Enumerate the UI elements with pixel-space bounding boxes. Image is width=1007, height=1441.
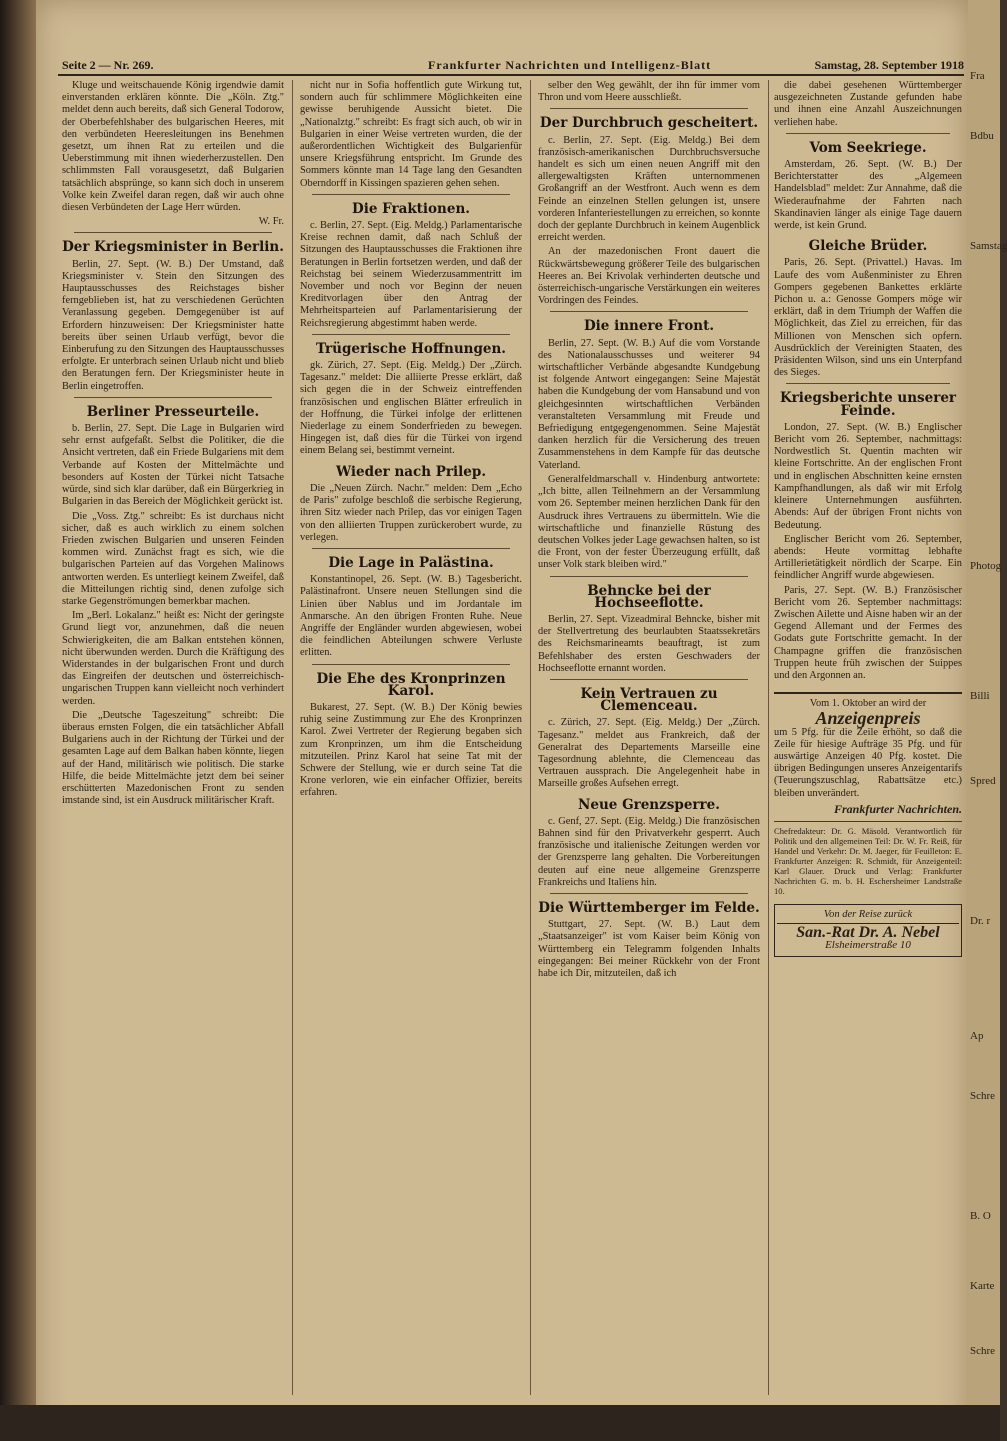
headline-durchbruch: Der Durchbruch gescheitert. xyxy=(539,115,759,132)
edge-fragment: Bdbu xyxy=(970,130,994,142)
headline-kriegsminister: Der Kriegsminister in Berlin. xyxy=(62,239,284,256)
headline-fraktionen: Die Fraktionen. xyxy=(352,200,470,217)
article-text: Generalfeldmarschall v. Hindenburg antwortete: „Ich bitte, allen Teilnehmern an der Versammlung vom 26. September meinen herzlichen Dank für den Ausdruck ihres Vertrauens zu übermitteln. Wie die wirtschaftliche und finanzielle Rüstung des deutschen Volkes jeder Lage gewachsen halten, so ist die Front, von der fester Überzeugung erfüllt, daß unser Volk stark bleiben wird." xyxy=(538,473,760,571)
headline-hoffnungen: Trügerische Hoffnungen. xyxy=(315,340,506,357)
headline-brueder: Gleiche Brüder. xyxy=(808,238,928,255)
doctor-advert xyxy=(774,904,962,957)
edge-fragment: Schre xyxy=(970,1090,996,1102)
article-text: Paris, 27. Sept. (W. B.) Französischer Bericht vom 26. September nachmittags: Zwischen Ailette und Aisne haben wir an der Gegend Allemant und der Fermes des Godats gute Fortschritte gemacht. In der Champagne griffen die französischen Truppen heute früh zwischen der Suippes und den Argonnen an. xyxy=(774,584,962,681)
adjacent-page-edge xyxy=(968,0,1007,1441)
edge-fragment: Dr. r xyxy=(970,915,991,927)
article-text: c. Genf, 27. Sept. (Eig. Meldg.) Die französischen Bahnen sind für den Privatverkehr gesperrt. Auch französische und italienische Zeitungen werden vor der Grenzsperre lang gehalten. Die Vorbereitungen deuten auf eine neue allgemeine Grenzsperre Frankreichs und Italiens hin. xyxy=(538,815,760,888)
edge-fragment: B. O xyxy=(970,1210,991,1222)
article-text: London, 27. Sept. (W. B.) Englischer Bericht vom 26. September, nachmittags: Nordwestlich St. Quentin machten wir kleine Fortschritte. An der englischen Front und in englischen Abschnitten keine ernsten Kampfhandlungen, als daß wir mit Erfolg kleinere Unternehmungen ausführten. Abends: Auf der übrigen Front nichts von Bedeutung. xyxy=(774,421,962,531)
notice-text: um 5 Pfg. für die Zeile erhöht, so daß die Zeile für hiesige Aufträge 35 Pfg. und für auswärtige Anzeigen 40 Pfg. kostet. Die übrigen Bedingungen unseres Anzeigentarifs (Teuerungszuschlag, Rabattsätze etc.) bleiben unverändert. xyxy=(774,726,962,799)
article-text: Konstantinopel, 26. Sept. (W. B.) Tagesbericht. Palästinafront. Unsere neuen Stellungen sind die Linien über Nablus und im Jordantale im Anmarsche. An den übrigen Fronten Ruhe. Neue Angriffe der Engländer wurden abgewiesen, wobei die feindlichen Abteilungen schwere Verluste erlitten. xyxy=(300,574,522,659)
headline-clemenceau: Kein Vertrauen zu Clemenceau. xyxy=(580,685,718,715)
headline-wuerttemberger: Die Württemberger im Felde. xyxy=(538,899,760,916)
notice-signature: Frankfurter Nachrichten. xyxy=(833,801,962,816)
article-text: An der mazedonischen Front dauert die Rückwärtsbewegung größerer Teile des bulgarischen Heeres an. Bei Krivolak verhinderten deutsche und österreichisch-ungarische Verstärkungen ein weiteres Vordringen des Feindes. xyxy=(538,246,760,307)
article-text: Berlin, 27. Sept. Vizeadmiral Behncke, bisher mit der Stellvertretung des beurlaubten Staatssekretärs des Reichsmarineamts beauftragt, ist zum Befehlshaber des ersten Geschwaders der Hochseeflotte ernannt worden. xyxy=(538,613,760,674)
article-text: c. Berlin, 27. Sept. (Eig. Meldg.) Bei dem französisch-amerikanischen Durchbruchsversuche handelt es sich um einen neuen Angriff mit den allergewaltigsten Kräften unternommenen Großangriff an der Westfront. Auch wenn es dem Feinde an einzelnen Stellen gelungen ist, unsere vorderen Infanteriestellungen zu erreichen, so konnte doch der geplante Durchbruch in keinem Augenblick erreicht werden. xyxy=(538,134,760,244)
edge-fragment: Karte xyxy=(970,1280,995,1292)
divider xyxy=(312,334,510,335)
issue-date: Samstag, 28. September 1918 xyxy=(814,58,964,72)
advert-address: Elsheimerstraße 10 xyxy=(825,939,911,952)
column-rule xyxy=(530,80,531,1395)
divider xyxy=(550,893,748,894)
article-text: gk. Zürich, 27. Sept. (Eig. Meldg.) Der „Zürch. Tagesanz." meldet: Die alliierte Presse erklärt, daß sich gegen die in der Schweiz eintreffenden französischen und englischen Blätter erfreulich in der Hoffnung, die Türkei infolge der erlittenen Niederlage zu einem Sonderfrieden zu bewegen. Hingegen ist, daß dies für die Türkei von irgend einem Belang sei, bestimmt verneint. xyxy=(300,360,522,457)
article-text: Die „Voss. Ztg." schreibt: Es ist durchaus nicht sicher, daß es auch wirklich zu einem solchen Frieden zwischen Bulgarien und unseren Feinden kommen wird. Zunächst fragt es sich, wie die bulgarischen Parteien auf das Vorgehen Malinows antworten werden. Es unterliegt keinem Zweifel, daß die Mitteilungen richtig sind, denen zufolge sich starke Gegenströmungen bemerkbar machen. xyxy=(62,510,284,607)
divider xyxy=(74,397,272,398)
headline-presseurteile: Berliner Presseurteile. xyxy=(86,403,260,420)
divider xyxy=(312,194,510,195)
divider xyxy=(74,232,272,233)
article-text: Paris, 26. Sept. (Privattel.) Havas. Im Laufe des vom Außenminister zu Ehren Gompers gegebenen Bankettes erklärte Pichon u. a.: Genosse Gompers möge wir erklärt, daß in dem Triumph der Waffen die Möglichkeit, das Ziel zu erreichen, für das Millionen von Menschen sich opfern. Ausdrücklich der Vereinigten Staaten, des Präsidenten Wilson, sind uns ein Unterpfand des Sieges. xyxy=(774,257,962,379)
scan-background xyxy=(0,1405,1000,1441)
divider xyxy=(312,664,510,665)
article-text: Englischer Bericht vom 26. September, abends: Heute vormittag lebhafte Artillerietätigkeit nördlich der Scarpe. Ein feindlicher Angriff wurde abgewiesen. xyxy=(774,533,962,582)
article-continuation: nicht nur in Sofia hoffentlich gute Wirkung tut, sondern auch für schlimmere Möglichkeiten eine gewisse beruhigende Aussicht bietet. Die „Nationalztg." schreibt: Es fragt sich auch, ob wir in Bulgarien in einer Weise vertreten wurden, die der außerordentlichen Wichtigkeit des Bulgarienfür unsere Kriegsführung entspricht. Im Grunde des Sommers könnte man 14 Tage lang den Gesandten Oberndorff in Kissingen spazieren gehen sehen. xyxy=(300,80,522,189)
headline-grenzsperre: Neue Grenzsperre. xyxy=(578,796,720,813)
column-rule xyxy=(292,80,293,1395)
headline-seekriege: Vom Seekriege. xyxy=(809,139,927,156)
article-continuation: selber den Weg gewählt, der ihn für immer vom Thron und vom Heere ausschließt. xyxy=(538,80,760,104)
edge-fragment: Schre xyxy=(970,1345,996,1357)
signature: W. Fr. xyxy=(258,216,284,228)
masthead: Frankfurter Nachrichten und Intelligenz-Blatt xyxy=(428,58,712,72)
advert-line: Von der Reise zurück xyxy=(777,909,959,924)
article-continuation: Kluge und weitschauende König irgendwie damit einverstanden erklären könnte. Die „Köln. Ztg." meldet denn auch bereits, daß sich General Todorow, der Oberbefehlshaber des bulgarischen Heeres, mit den verbündeten Heeresleitungen ins Benehmen gesetzt, um ihnen Rat zu erteilen und die Ueberstimmung mit ihnen wiederherzustellen. Den schlimmsten Fall vorausgesetzt, daß Bulgarien tatsächlich absprünge, so kann sich doch in unserem Volke kein Zweifel daran regen, daß wir auch ohne diesen Verbündeten der Lage Herr würden. xyxy=(62,80,284,214)
edge-fragment: Billi xyxy=(970,690,990,702)
divider xyxy=(550,576,748,577)
article-text: b. Berlin, 27. Sept. Die Lage in Bulgarien wird sehr ernst aufgefaßt. Selbst die Politiker, die die Ansicht vertreten, daß ein Friede Bulgariens mit dem Verbande auf Kosten der Mittelmächte und besonders auf Kosten der Türkei nicht Tatsache würde, sind sich klar darüber, daß ein Bürgerkrieg in Bulgarien in das Bereich der Möglichkeit gerückt ist. xyxy=(62,423,284,508)
article-text: c. Zürich, 27. Sept. (Eig. Meldg.) Der „Zürch. Tagesanz." meldet aus Frankreich, daß der Generalrat des Departements Marseille eine Tagesordnung ablehnte, die Clemenceau das Vertrauen aussprach. Die Angelegenheit habe in Marseille großes Aufsehen erregt. xyxy=(538,717,760,790)
headline-prilep: Wieder nach Prilep. xyxy=(335,463,487,480)
divider xyxy=(312,548,510,549)
headline-kronprinz: Die Ehe des Kronprinzen Karol. xyxy=(316,670,506,699)
edge-fragment: Ap xyxy=(970,1030,984,1042)
column-rule xyxy=(768,80,769,1395)
headline-innere-front: Die innere Front. xyxy=(583,318,715,335)
notice-intro: Vom 1. Oktober an wird der xyxy=(809,698,927,710)
headline-kriegsberichte: Kriegsberichte unserer Feinde. xyxy=(779,390,957,419)
column-2 xyxy=(300,80,522,1395)
impressum: Chefredakteur: Dr. G. Mäsold. Verantwortlich für Politik und den allgemeinen Teil: Dr. W. Fr. Reiß, für Handel und Verkehr: Dr. M. Jaeger, für Feuilleton: E. Frankfurter Anzeigen: R. Schmidt, für Anzeigenteil: Karl Glauer. Druck und Verlag: Frankfurter Nachrichten G. m. b. H. Eschersheimer Landstraße 10. xyxy=(774,821,962,896)
column-4 xyxy=(774,80,962,1395)
book-spine xyxy=(0,0,36,1441)
headline-palaestina: Die Lage in Palästina. xyxy=(328,554,494,571)
notice-title: Anzeigenpreis xyxy=(815,708,921,729)
edge-fragment: Photog xyxy=(970,560,1002,572)
headline-behncke: Behncke bei der Hochseeflotte. xyxy=(587,582,711,611)
edge-fragment: Spred xyxy=(970,775,996,787)
edge-fragment: Fra xyxy=(970,70,985,82)
divider xyxy=(786,383,950,384)
article-text: Die „Deutsche Tageszeitung" schreibt: Die überaus ernsten Folgen, die ein tatsächlicher Abfall Bulgariens auch in der Richtung der Türkei und der gesamten Lage auf dem Balkan haben könnte, liegen auf der Hand, militärisch wie politisch. Die starke Hilfe, die beide Mittelmächte jetzt dem bei seiner erschütterten Mazedonischen Front zu senden imstande sind, ist ein Ausdruck militärischer Kraft. xyxy=(62,709,284,807)
column-3 xyxy=(538,80,760,1395)
divider xyxy=(786,133,950,134)
divider xyxy=(550,679,748,680)
price-notice xyxy=(774,692,962,815)
divider xyxy=(550,311,748,312)
divider xyxy=(550,108,748,109)
article-text: Die „Neuen Zürch. Nachr." melden: Dem „Echo de Paris" zufolge beschloß die serbische Regierung, ihren Sitz wieder nach Prilep, das vor einigen Tagen von den alliierten Truppen zurückerobert wurde, zu verlegen. xyxy=(300,482,522,543)
column-1 xyxy=(62,80,284,1395)
article-text: Berlin, 27. Sept. (W. B.) Der Umstand, daß Kriegsminister v. Stein den Sitzungen des Hauptausschusses des Reichstages bisher ferngeblieben ist, hat zu verschiedenen Gerüchten Veranlassung gegeben. Demgegenüber ist auf Erfordern hinzuweisen: Der Kriegsminister hatte bereits über seinen Urlaub verfügt, bevor die Einberufung zu den Sitzungen des Hauptausschusses erfolgte. Er unterbrach seinen Urlaub nicht und blieb den Beratungen fern. Der Kriegsminister heute in Berlin eingetroffen. xyxy=(62,258,284,392)
article-text: Berlin, 27. Sept. (W. B.) Auf die vom Vorstande des Nationalausschusses und weiterer 94 wirtschaftlicher Verbände abgesandte Kundgebung ist folgende Antwort eingegangen: Seine Majestät haben die Kundgebung der vom Hansabund und von gleichgesinnten wirtschaftlichen Verbänden veranstalteten Versammlung mit Freude und Befriedigung entgegengenommen. Seine Majestät danken herzlich für die Versicherung des treuen Zusammenstehens in dem Kampfe für das deutsche Vaterland. xyxy=(538,337,760,471)
article-text: Im „Berl. Lokalanz." heißt es: Nicht der geringste Grund liegt vor, anzunehmen, daß die neuen Schwierigkeiten, die am Balkan entstehen können, nicht überwunden werden. Durch die Kräftigung des Widerstandes in der bulgarischen Front und durch das Eingreifen der deutschen und österreichisch-ungarischen Truppen kann vielleicht noch verhindert werden. xyxy=(62,610,284,707)
article-text: Amsterdam, 26. Sept. (W. B.) Der Berichterstatter des „Algemeen Handelsblad" meldet: Zur Annahme, daß die Wiederaufnahme der Fahrten nach Skandinavien länger als einige Tage dauern werde, ist kein Grund. xyxy=(774,159,962,232)
article-text: Stuttgart, 27. Sept. (W. B.) Laut dem „Staatsanzeiger" ist vom Kaiser beim König von Württemberg ein Telegramm folgenden Inhalts eingegangen: Bei meiner Rückkehr von der Front habe ich Dir, mitzuteilen, daß ich xyxy=(538,919,760,979)
advert-name: San.-Rat Dr. A. Nebel xyxy=(796,924,940,942)
page-number: Seite 2 — Nr. 269. xyxy=(62,58,154,72)
edge-fragment: Samstag xyxy=(970,240,1007,252)
page-header xyxy=(58,58,964,76)
article-text: Bukarest, 27. Sept. (W. B.) Der König bewies ruhig seine Zustimmung zur Ehe des Kronprinzen Karol. Zwei Vertreter der Regierung begaben sich zum Kronprinzen, um ihm die Entscheidung mitzuteilen. Prinz Karol hat seine Tat mit der Schwere der Stellung, wie er durch seine Tat die Krone verloren, wie ein einfacher Offizier, bereits erfahren. xyxy=(300,701,522,799)
article-text: c. Berlin, 27. Sept. (Eig. Meldg.) Parlamentarische Kreise rechnen damit, daß nach Schluß der Sitzungen des Hauptausschusses die Fraktionen ihre Beratungen in Berlin fortsetzen werden, und daß der Reichstag bei seinem Wiederzusammentritt im November und noch vor Beginn der neuen Kreditvorlagen über den Antrag der Mehrheitsparteien auf Parlamentarisierung der Reichsregierung abgestimmt haben werde. xyxy=(300,220,522,329)
article-continuation: die dabei gesehenen Württemberger ausgezeichneten Zustande gefunden habe und ihnen eine Anzahl Auszeichnungen verliehen habe. xyxy=(774,80,962,128)
